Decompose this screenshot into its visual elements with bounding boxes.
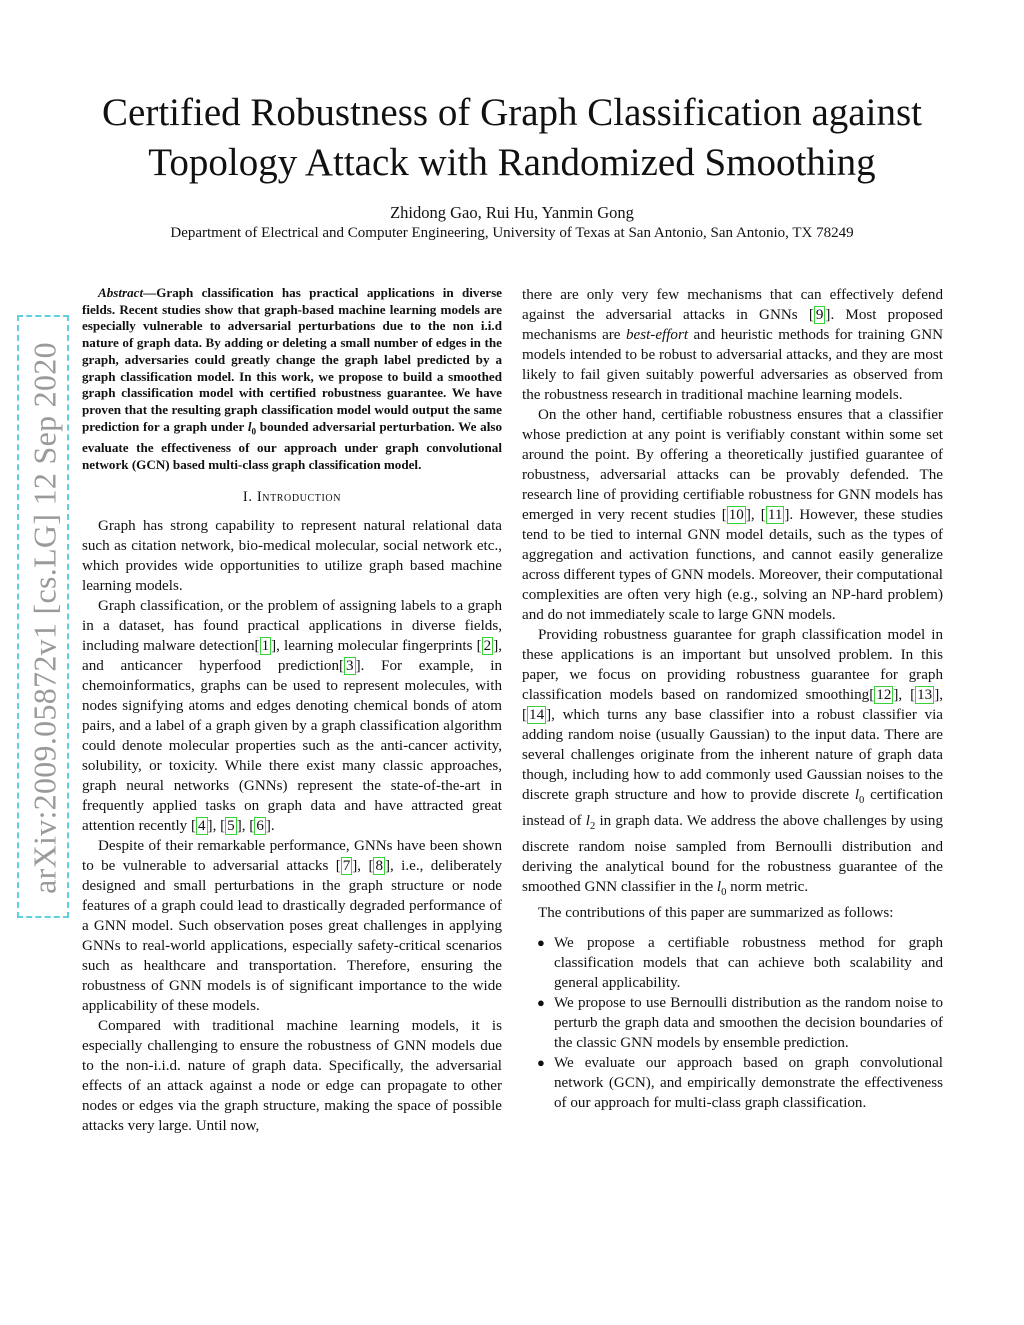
contribution-text-2: We propose to use Bernoulli distribution as the random noise to perturb the graph data and smoothen the decision boundaries of the classic GNN models by ensemble prediction. [554, 995, 943, 1052]
bullet-icon: ● [537, 1055, 545, 1071]
citation-link[interactable]: 5 [227, 818, 235, 835]
citation-link[interactable]: 13 [917, 687, 933, 703]
section-title: Introduction [256, 489, 342, 506]
intro-paragraph-8: The contributions of this paper are summarized as follows: [538, 905, 894, 922]
citation-link[interactable]: 7 [342, 858, 351, 875]
citation-link[interactable]: 9 [815, 307, 824, 323]
intro-paragraph-3: Despite of their remarkable performance, GNNs have been shown to be vulnerable to adversarial attacks [ 7 ], [ 8 ], i.e., deliberately designed and small perturbations in the graph structure or node features of a graph could lead to drastically degraded performance of a GNN model. Such observation poses great challenges in applying GNNs to real-world applications, especially safety-critical scenarios such as healthcare and transportation. Therefore, ensuring the robustness of GNN models is of significant importance to the wide applicability of these models. [82, 838, 502, 1015]
citation-link[interactable]: 4 [198, 818, 206, 835]
list-item [537, 933, 943, 993]
paper-title: Certified Robustness of Graph Classification against Topology Attack with Randomized Smoothing [102, 91, 922, 184]
intro-paragraph-5: there are only very few mechanisms that can effectively defend against the adversarial attacks in GNNs [ 9 ]. Most proposed mechanisms are best-effort and heuristic methods for training GNN models intended to be robust to adversarial attacks, and they are most likely to fail given suitably powerful adversaries as observed from the robustness research in traditional machine learning models. [522, 287, 943, 403]
section-heading-introduction [82, 487, 502, 507]
citation-link[interactable]: 12 [876, 687, 892, 703]
contribution-list [522, 933, 943, 1113]
list-item [537, 1053, 943, 1113]
affiliation: Department of Electrical and Computer Engineering, University of Texas at San Antonio, San Antonio, TX 78249 [170, 225, 854, 241]
arxiv-stamp-text: arXiv:2009.05872v1 [cs.LG] 12 Sep 2020 [26, 342, 63, 894]
author-list: Zhidong Gao, Rui Hu, Yanmin Gong [390, 203, 634, 222]
intro-paragraph-4: Compared with traditional machine learning models, it is especially challenging to ensure the robustness of GNN models due to the non-i.i.d. nature of graph data. Specifically, the adversarial effects of an attack against a node or edge can propagate to other nodes or edges via the graph structure, making the space of possible attacks very large. Until now, [82, 1018, 502, 1135]
bullet-icon: ● [537, 995, 545, 1011]
contribution-text-3: We evaluate our approach based on graph convolutional network (GCN), and empirically demonstrate the effectiveness of our approach for multi-class graph classification. [554, 1055, 943, 1112]
right-column [522, 285, 943, 1113]
intro-paragraph-7: Providing robustness guarantee for graph classification model in these applications is an important but unsolved problem. In this paper, we focus on providing robustness guarantee for graph classification models based on randomized smoothing[ 12 ], [ 13 ], [ 14 ], which turns any base classifier into a robust classifier via adding random noise (usually Gaussian) to the input data. There are several challenges originate from the inherent nature of graph data though, including how to add commonly used Gaussian noises to the discrete graph structure and how to provide discrete $l_0$ certification instead of $l_2$ in graph data. We address the above challenges by using discrete random noise sampled from Bernoulli distribution and deriving the analytical bound for the robustness guarantee of the smoothed GNN classifier in the $l_0$ norm metric. [522, 627, 944, 899]
section-number: I. [242, 489, 253, 506]
abstract-text: —Graph classification has practical applications in diverse fields. Recent studies show that graph-based machine learning models are especially vulnerable to adversarial perturbations due to the non i.i.d nature of graph data. By adding or deleting a small number of edges in the graph, adversaries could greatly change the graph label predicted by a graph classification model. In this work, we propose to build a smoothed graph classification model with certified robustness guarantee. We have proven that the resulting graph classification model would output the same prediction for a graph under $l_0$ bounded adversarial perturbation. We also evaluate the effectiveness of our approach under graph convolutional network (GCN) based multi-class graph classification model. [82, 285, 502, 472]
citation-link[interactable]: 10 [728, 507, 744, 523]
bullet-icon: ● [537, 935, 545, 951]
list-item [537, 993, 943, 1053]
citation-link[interactable]: 2 [483, 638, 492, 655]
abstract-label: Abstract [98, 285, 144, 300]
intro-paragraph-2: Graph classification, or the problem of assigning labels to a graph in a dataset, has found practical applications in diverse fields, including malware detection[ 1 ], learning molecular fingerprints [ 2 ], and anticancer hyperfood prediction[ 3 ]. For example, in chemoinformatics, graphs can be used to represent molecules, with nodes signifying atoms and edges denoting chemical bonds of atom pairs, and a label of a graph given by a graph classification algorithm could denote molecular properties such as the anti-cancer activity, solubility, or toxicity. While there exist many classic approaches, graph neural networks (GNNs) represent the state-of-the-art in frequently applied tasks on graph data and have attracted great attention recently [ 4 ], [ 5 ], [ 6 ]. [82, 598, 502, 835]
citation-link[interactable]: 6 [256, 818, 264, 835]
abstract [82, 285, 502, 473]
citation-link[interactable]: 11 [767, 507, 783, 523]
arxiv-stamp[interactable] [17, 315, 69, 918]
citation-link[interactable]: 14 [529, 707, 545, 723]
citation-link[interactable]: 3 [346, 658, 354, 675]
citation-link[interactable]: 1 [261, 638, 270, 655]
left-column [82, 285, 502, 1136]
intro-paragraph-1: Graph has strong capability to represent natural relational data such as citation network, bio-medical molecular, social network etc., which provides wide opportunities to utilize graph based machine learning models. [82, 518, 502, 595]
citation-link[interactable]: 8 [375, 858, 384, 875]
intro-paragraph-6: On the other hand, certifiable robustness ensures that a classifier whose prediction at any point is verifiably constant within some set around the point. By offering a theoretically justified guarantee of robustness, adversarial attacks can be provably defended. The research line of providing certifiable robustness for GNN models has emerged in very recent studies [ 10 ], [ 11 ]. However, these studies tend to be tied to internal GNN model details, such as the types of aggregation and activation functions, and cannot easily generalize across different types of GNN models. Moreover, their computational complexities are often very high (e.g., solving an NP-hard problem) and do not immediately scale to large GNN models. [522, 407, 944, 623]
contribution-text-1: We propose a certifiable robustness method for graph classification models that can achieve both scalability and general applicability. [554, 935, 943, 992]
